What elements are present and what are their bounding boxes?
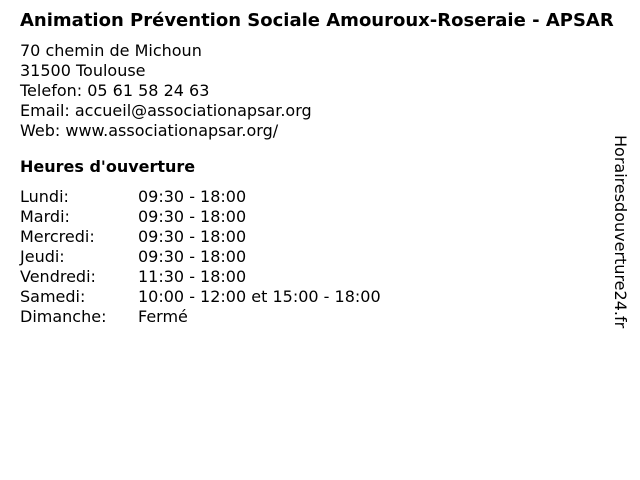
day-label: Mardi: bbox=[20, 207, 70, 226]
time-value: 09:30 - 18:00 bbox=[138, 227, 247, 246]
time-value: 09:30 - 18:00 bbox=[138, 187, 247, 206]
day-label: Samedi: bbox=[20, 287, 86, 306]
hours-row-monday bbox=[20, 187, 620, 207]
day-label: Mercredi: bbox=[20, 227, 95, 246]
city-address: 31500 Toulouse bbox=[20, 61, 146, 80]
contact-block bbox=[20, 41, 620, 141]
hours-row-wednesday bbox=[20, 227, 620, 247]
hours-row-thursday bbox=[20, 247, 620, 267]
hours-row-tuesday bbox=[20, 207, 620, 227]
phone-number: Telefon: 05 61 58 24 63 bbox=[20, 81, 210, 100]
email-address: Email: accueil@associationapsar.org bbox=[20, 101, 312, 120]
hours-row-sunday bbox=[20, 307, 620, 327]
hours-row-friday bbox=[20, 267, 620, 287]
opening-hours-heading: Heures d'ouverture bbox=[20, 157, 196, 176]
day-label: Vendredi: bbox=[20, 267, 96, 286]
business-card bbox=[20, 10, 620, 327]
time-value: 10:00 - 12:00 et 15:00 - 18:00 bbox=[138, 287, 381, 306]
day-label: Lundi: bbox=[20, 187, 69, 206]
time-value: 09:30 - 18:00 bbox=[138, 207, 247, 226]
day-label: Dimanche: bbox=[20, 307, 107, 326]
day-label: Jeudi: bbox=[20, 247, 65, 266]
business-name: Animation Prévention Sociale Amouroux-Roseraie - APSAR bbox=[20, 10, 614, 31]
website-address: Web: www.associationapsar.org/ bbox=[20, 121, 279, 140]
site-watermark: Horairesdouverture24.fr bbox=[611, 135, 630, 329]
time-value: Fermé bbox=[138, 307, 188, 326]
hours-row-saturday bbox=[20, 287, 620, 307]
time-value: 09:30 - 18:00 bbox=[138, 247, 247, 266]
opening-hours-table bbox=[20, 187, 620, 327]
street-address: 70 chemin de Michoun bbox=[20, 41, 202, 60]
time-value: 11:30 - 18:00 bbox=[138, 267, 247, 286]
